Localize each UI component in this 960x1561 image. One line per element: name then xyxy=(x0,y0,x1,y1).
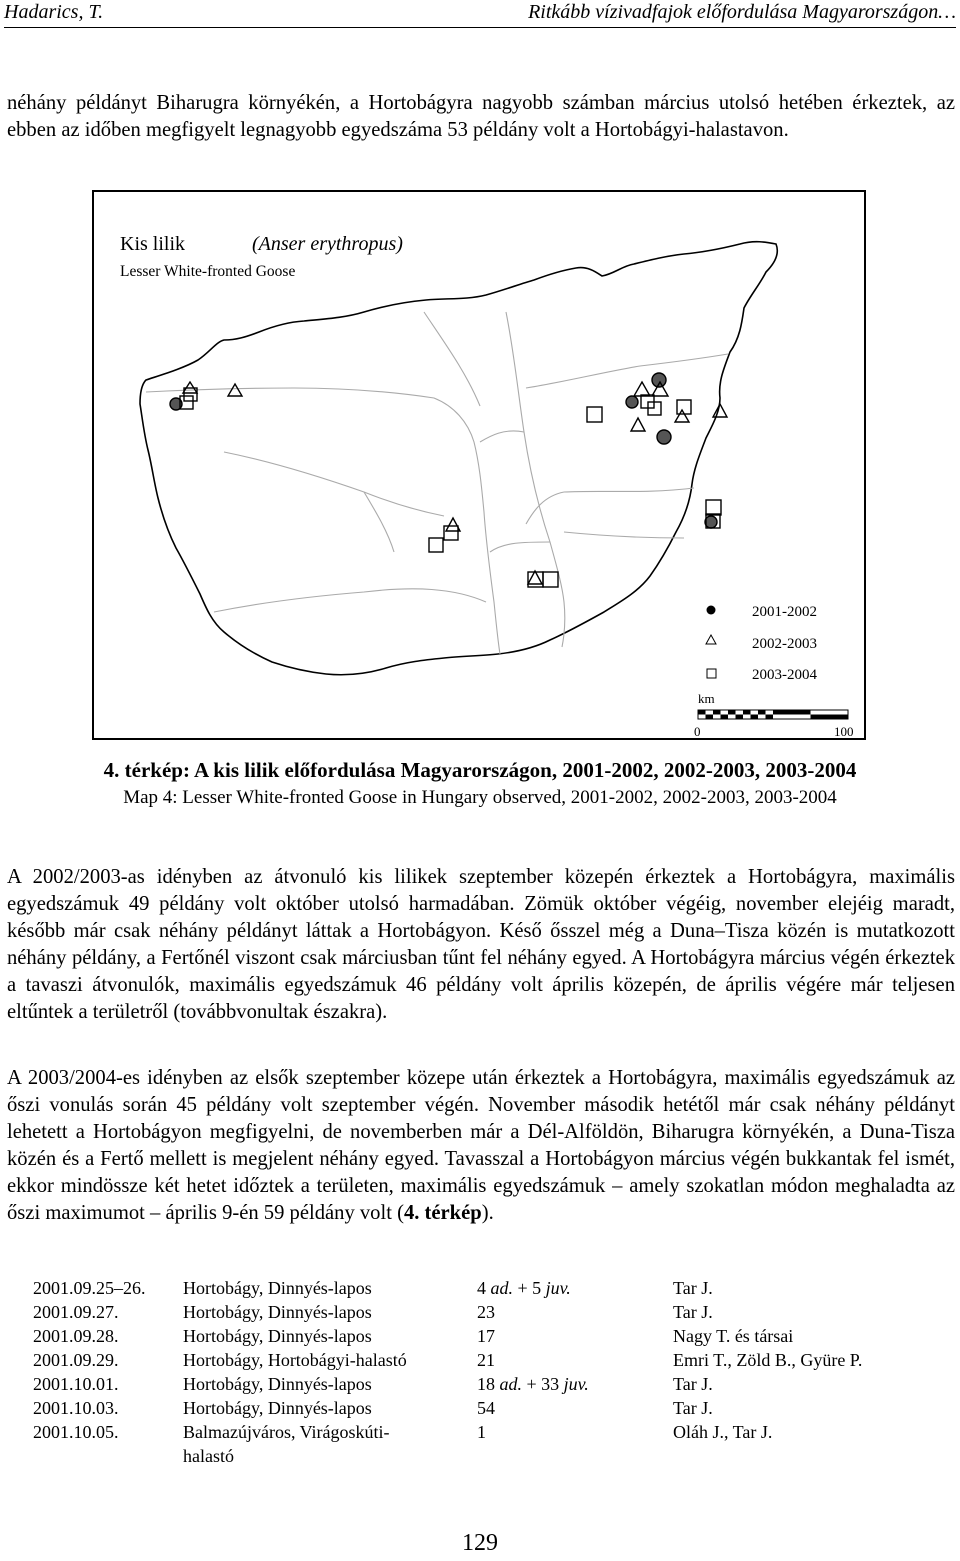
record-observer: Tar J. xyxy=(673,1398,713,1418)
record-count: 54 xyxy=(477,1398,495,1418)
record-observer: Tar J. xyxy=(673,1374,713,1394)
record-place: Hortobágy, Dinnyés-lapos xyxy=(183,1302,372,1322)
record-place: Hortobágy, Dinnyés-lapos xyxy=(183,1278,372,1298)
record-place: Hortobágy, Hortobágyi-halastó xyxy=(183,1350,407,1370)
map-species-latin: (Anser erythropus) xyxy=(252,233,403,255)
running-header xyxy=(4,0,956,28)
scale-min: 0 xyxy=(694,724,701,738)
marker-2002-2003 xyxy=(528,571,542,584)
marker-2001-2002 xyxy=(626,396,638,408)
marker-2002-2003 xyxy=(631,418,645,431)
record-place: Hortobágy, Dinnyés-lapos xyxy=(183,1326,372,1346)
table-row xyxy=(33,1276,933,1300)
marker-2003-2004 xyxy=(677,400,691,414)
record-count: 17 xyxy=(477,1326,495,1346)
marker-2002-2003 xyxy=(228,384,242,396)
record-observer: Nagy T. és társai xyxy=(673,1326,794,1346)
paragraph-2003-2004-text: A 2003/2004-es idényben az elsők szeptember közepe után érkeztek a Hortobágyra, maximális egyedszámuk az őszi vonulás során 45 példány volt szeptember végén. November második hetétől már csak néhány példányt lehetett a Hortobágyon megfigyelni, de novemberben már a Dél-Alföldön, Biharugra környékén, a Duna-Tisza közén és a Fertő mellett is megjelent néhány egyed. Tavasszal a Hortobágyon március végén bukkantak fel ismét, ekkor mindössze két hetet időztek a területen, maximális egyedszámuk – amely szokatlan módon meghaladta az őszi maximumot – április 9-én 59 példány volt ( xyxy=(7,1066,955,1224)
record-date: 2001.09.27. xyxy=(33,1302,119,1322)
header-author: Hadarics, T. xyxy=(4,1,104,23)
record-date: 2001.09.25–26. xyxy=(33,1278,146,1298)
record-count: 21 xyxy=(477,1350,495,1370)
marker-2003-2004 xyxy=(706,500,721,515)
marker-2001-2002 xyxy=(657,430,671,444)
records-table xyxy=(33,1276,933,1468)
paragraph-2002-2003: A 2002/2003-as idényben az átvonuló kis lilikek szeptember közepén érkeztek a Hortobágyra, maximális egyedszámuk 49 példány volt október utolsó harmadában. Zömük október végéig, november elejéig maradt, később már csak néhány példányt láttak a Hortobágyon. Késő ősszel még a Duna–Tisza közén is mutatkozott néhány példány, a Fertőnél viszont csak márciusban tűnt fel néhány egyed. A Hortobágyra március végén érkeztek a tavaszi átvonulók, maximális egyedszámuk 46 példány volt április közepén, de április végére már teljesen eltűntek a területről (továbbvonultak északra). xyxy=(7,865,955,1023)
table-row xyxy=(33,1396,933,1420)
marker-2002-2003 xyxy=(634,382,650,396)
legend-triangle-icon xyxy=(706,635,716,644)
record-count: 1 xyxy=(477,1422,486,1442)
record-observer: Oláh J., Tar J. xyxy=(673,1422,773,1442)
record-place: Hortobágy, Dinnyés-lapos xyxy=(183,1398,372,1418)
map-caption-hu: 4. térkép: A kis lilik előfordulása Magyarországon, 2001-2002, 2002-2003, 2003-2004 xyxy=(103,758,857,782)
record-place: Hortobágy, Dinnyés-lapos xyxy=(183,1374,372,1394)
scale-bar xyxy=(694,691,854,738)
scale-unit: km xyxy=(698,691,715,706)
record-count: 4 ad. + 5 juv. xyxy=(477,1278,571,1298)
record-date: 2001.10.01. xyxy=(33,1374,119,1394)
map-svg xyxy=(94,192,864,738)
table-row xyxy=(33,1324,933,1348)
record-count: 23 xyxy=(477,1302,495,1322)
legend-label-2003-2004: 2003-2004 xyxy=(752,667,817,683)
record-date: 2001.09.28. xyxy=(33,1326,119,1346)
map-caption-en: Map 4: Lesser White-fronted Goose in Hungary observed, 2001-2002, 2002-2003, 2003-2004 xyxy=(123,787,837,808)
record-date: 2001.10.05. xyxy=(33,1422,119,1442)
marker-2001-2002 xyxy=(705,516,717,528)
page-number: 129 xyxy=(462,1530,498,1556)
intro-paragraph: néhány példányt Biharugra környékén, a Hortobágyra nagyobb számban március utolsó hetében érkeztek, az ebben az időben megfigyelt legnagyobb egyedszáma 53 példány volt a Hortobágyi-halastavon. xyxy=(7,91,955,141)
record-observer: Tar J. xyxy=(673,1278,713,1298)
map-species-en: Lesser White-fronted Goose xyxy=(120,263,296,280)
record-place: Balmazújváros, Virágoskúti-halastó xyxy=(183,1422,390,1466)
marker-2003-2004 xyxy=(444,526,458,540)
country-outline xyxy=(140,242,777,675)
marker-2003-2004 xyxy=(587,407,602,422)
observation-markers xyxy=(170,373,727,587)
legend-label-2001-2002: 2001-2002 xyxy=(752,604,817,620)
map-reference: 4. térkép xyxy=(403,1201,482,1224)
legend-label-2002-2003: 2002-2003 xyxy=(752,636,817,652)
table-row xyxy=(33,1420,933,1468)
marker-2003-2004 xyxy=(429,538,443,552)
paragraph-2003-2004 xyxy=(7,1065,955,1227)
legend-circle-icon xyxy=(707,606,716,615)
record-date: 2001.10.03. xyxy=(33,1398,119,1418)
table-row xyxy=(33,1348,933,1372)
record-observer: Emri T., Zöld B., Gyüre P. xyxy=(673,1350,863,1370)
record-observer: Tar J. xyxy=(673,1302,713,1322)
rivers xyxy=(146,312,728,654)
header-title: Ritkább vízivadfajok előfordulása Magyarországon… xyxy=(528,1,956,23)
map-species-hu: Kis lilik xyxy=(120,233,186,255)
table-row xyxy=(33,1372,933,1396)
table-row xyxy=(33,1300,933,1324)
map-legend xyxy=(706,604,817,683)
paragraph-2003-2004-end: ). xyxy=(481,1201,494,1224)
record-count: 18 ad. + 33 juv. xyxy=(477,1374,589,1394)
scale-max: 100 xyxy=(834,724,854,738)
legend-square-icon xyxy=(707,669,716,678)
marker-2003-2004 xyxy=(543,572,558,587)
distribution-map xyxy=(92,190,866,740)
record-date: 2001.09.29. xyxy=(33,1350,119,1370)
